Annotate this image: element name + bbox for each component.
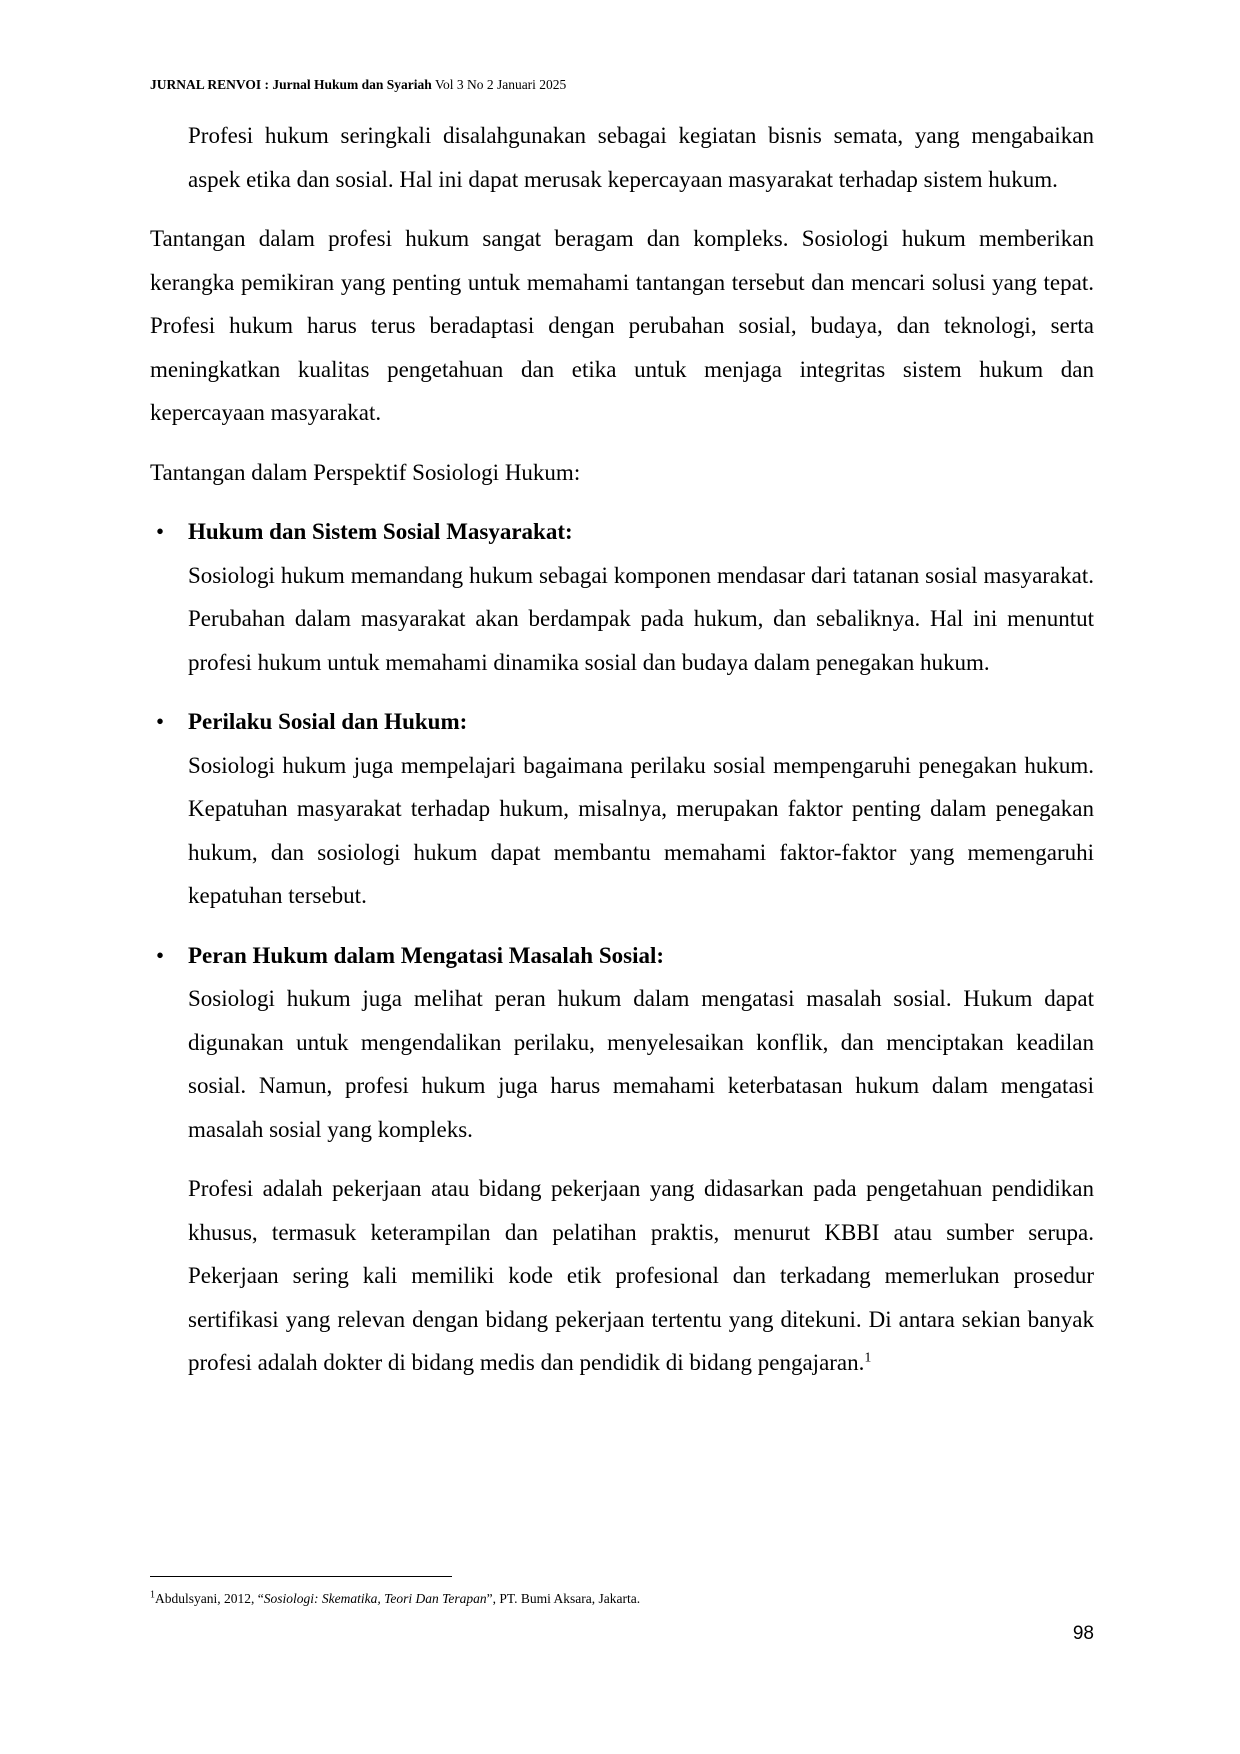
bullet-heading: Hukum dan Sistem Sosial Masyarakat: bbox=[188, 519, 573, 544]
footnote-divider bbox=[150, 1576, 452, 1577]
bullet-item bbox=[156, 700, 1094, 918]
bullet-icon: • bbox=[156, 519, 165, 544]
footnote-marker: 1 bbox=[150, 1589, 155, 1601]
closing-paragraph-text: Profesi adalah pekerjaan atau bidang pekerjaan yang didasarkan pada pengetahuan pendidikan khusus, termasuk keterampilan dan pelatihan praktis, menurut KBBI atau sumber serupa. Pekerjaan sering kali memiliki kode etik profesional dan terkadang memerlukan prosedur sertifikasi yang relevan dengan bidang pekerjaan tertentu yang ditekuni. Di antara sekian banyak profesi adalah dokter di bidang medis dan pendidik di bidang pengajaran. bbox=[188, 1176, 1094, 1375]
bullet-text: Sosiologi hukum memandang hukum sebagai komponen mendasar dari tatanan sosial masyarakat. Perubahan dalam masyarakat akan berdampak pada hukum, dan sebaliknya. Hal ini menuntut profesi hukum untuk memahami dinamika sosial dan budaya dalam penegakan hukum. bbox=[188, 562, 1094, 675]
bullet-icon: • bbox=[156, 942, 165, 968]
bullet-icon: • bbox=[156, 709, 165, 734]
section-label: Tantangan dalam Perspektif Sosiologi Hukum: bbox=[150, 459, 581, 485]
footnote-publisher: ”, PT. Bumi Aksara, Jakarta. bbox=[486, 1591, 641, 1606]
bullet-item bbox=[156, 510, 1094, 684]
footnote-author-year: Abdulsyani, 2012, “ bbox=[155, 1591, 264, 1606]
footnote-reference[interactable]: 1 bbox=[864, 1350, 872, 1366]
journal-name: JURNAL RENVOI : Jurnal Hukum dan Syariah bbox=[150, 77, 432, 92]
bullet-item bbox=[156, 934, 1094, 1152]
closing-paragraph bbox=[188, 1167, 1094, 1385]
running-header bbox=[150, 76, 566, 94]
bullet-text: Sosiologi hukum juga melihat peran hukum dalam mengatasi masalah sosial. Hukum dapat digunakan untuk mengendalikan perilaku, menyelesaikan konflik, dan menciptakan keadilan sosial. Namun, profesi hukum juga harus memahami keterbatasan hukum dalam mengatasi masalah sosial yang kompleks. bbox=[188, 986, 1094, 1142]
intro-paragraph: Profesi hukum seringkali disalahgunakan sebagai kegiatan bisnis semata, yang mengabaikan aspek etika dan sosial. Hal ini dapat merusak kepercayaan masyarakat terhadap sistem hukum. bbox=[188, 123, 1094, 192]
bullet-text: Sosiologi hukum juga mempelajari bagaimana perilaku sosial mempengaruhi penegakan hukum. Kepatuhan masyarakat terhadap hukum, misalnya, merupakan faktor penting dalam penegakan hukum, dan sosiologi hukum dapat membantu memahami faktor-faktor yang memengaruhi kepatuhan tersebut. bbox=[188, 752, 1094, 908]
journal-issue: Vol 3 No 2 Januari 2025 bbox=[434, 77, 567, 92]
summary-paragraph: Tantangan dalam profesi hukum sangat beragam dan kompleks. Sosiologi hukum memberikan kerangka pemikiran yang penting untuk memahami tantangan tersebut dan mencari solusi yang tepat. Profesi hukum harus terus beradaptasi dengan perubahan sosial, budaya, dan teknologi, serta meningkatkan kualitas pengetahuan dan etika untuk menjaga integritas sistem hukum dan kepercayaan masyarakat. bbox=[150, 226, 1094, 425]
footnote-title: Sosiologi: Skematika, Teori Dan Terapan bbox=[263, 1591, 487, 1606]
bullet-heading: Peran Hukum dalam Mengatasi Masalah Sosial: bbox=[188, 942, 665, 968]
footnote bbox=[150, 1590, 640, 1608]
page-number: 98 bbox=[1072, 1623, 1094, 1644]
bullet-heading: Perilaku Sosial dan Hukum: bbox=[188, 709, 468, 734]
page-body bbox=[150, 114, 1094, 1385]
